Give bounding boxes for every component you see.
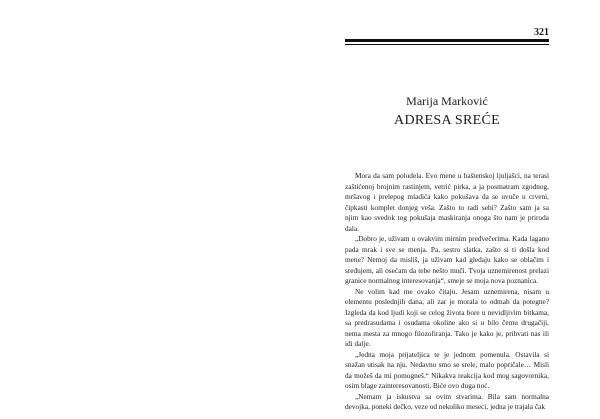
header-rule-thin [345, 44, 549, 45]
story-title: ADRESA SREĆE [394, 113, 500, 128]
page-number: 321 [534, 27, 549, 38]
header-rule-thick [345, 39, 549, 42]
paragraph: „Jedna moja prijateljica te je jednom pomenula. Ostavila si snažan utisak na nju. Nedavno smo se srele, malo popričale… Misli da možeš da mi pomogneš.“ Nikakva reakcija kod mog sagovornika, osim blage zainteresovanosti. Biće ovo duga noć. [345, 349, 549, 390]
paragraph: „Dobro je, uživam u ovakvim mirnim predvečerima. Kada lagano pada mrak i sve se menja. Pa, sestro slatka, zašto si ti došla kod mene? Nemoj da misliš, ja uživam kad gledaju kako se oblačim i sređujem, ali osećam da tebe nešto muči. Tvoja uznemirenost prelazi granice normalnog interesovanja“, smeje se moja nova poznanica. [345, 234, 549, 285]
paragraph: „Nemam ja iskustva sa ovim stvarima. Bila sam normalna devojka, poneki dečko, veze od nekoliko meseci, jedna je trajala čak [345, 391, 549, 411]
story-body [345, 171, 549, 413]
paragraph: Ne volim kad me ovako čitaju. Jesam uznemirena, nisam u elementu poslednjih dana, ali zar je morala to odmah da potegne? Izgleda da kod ljudi koji se celog života bore u nevidljivim bitkama, sa predrasudama i osudama okoline ako si u bilo čemu drugačiji, nema mesta za mnogo filozofiranja. Tako je kako je, prihvati nas ili idi dalje. [345, 286, 549, 348]
author-name: Marija Marković [406, 94, 488, 108]
paragraph: Mora da sam poludela. Evo mene u baštenskoj ljuljašci, na terasi zaštićenoj brojnim rastinjem, vetrić pirka, a ja posmatram zgodnog, mršavog i prelepog mladića kako pokušava da se uvuče u crveni, čipkasti komplet donjeg veša. Zašto to radi sebi? Zašto sam ja sa njim kao svedok tog pokušaja maskiranja onoga što nam je priroda dala. [345, 171, 549, 233]
